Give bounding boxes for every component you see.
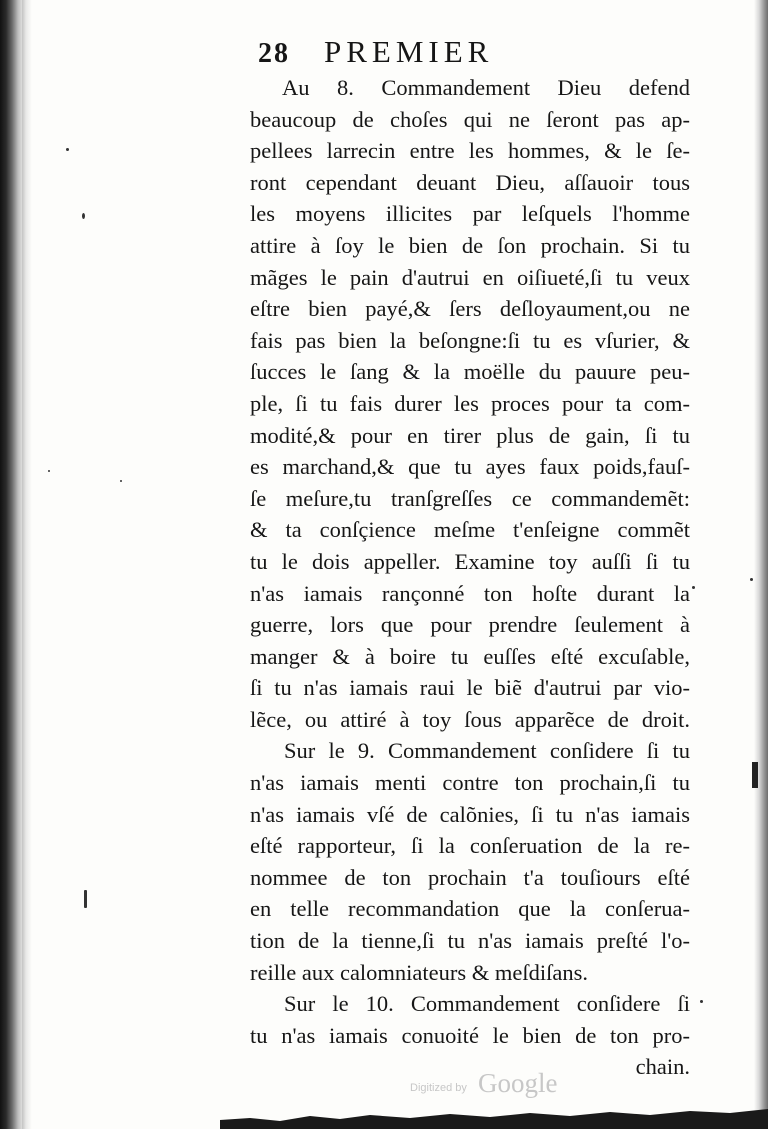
text-line: fais pas bien la beſongne:ſi tu es vſurier, & [250, 327, 690, 353]
margin-speck [700, 1000, 703, 1003]
text-line: ſi tu n'as iamais raui le biẽ d'autrui par vio- [250, 675, 690, 701]
margin-speck [82, 213, 85, 219]
margin-speck [66, 148, 69, 151]
binding-shadow [22, 0, 32, 1129]
running-title: PREMIER [324, 34, 494, 69]
text-line: nommee de ton prochain t'a touſiours eſté [250, 864, 690, 890]
text-line: ront cependant deuant Dieu, aſſauoir tous [250, 169, 690, 195]
text-line: Au 8. Commandement Dieu defend [282, 75, 690, 100]
text-line: Sur le 10. Commandement conſidere ſi [284, 991, 690, 1017]
margin-mark [752, 762, 758, 788]
text-line: lẽce, ou attiré à toy ſous apparẽce de droit. [250, 706, 690, 732]
text-line: modité,& pour en tirer plus de gain, ſi tu [250, 422, 690, 448]
margin-speck [84, 890, 87, 908]
text-line: Sur le 9. Commandement conſidere ſi tu [284, 738, 690, 764]
digitization-watermark [410, 1068, 590, 1102]
text-line: ſucces le ſang & la moëlle du pauure peu- [250, 359, 690, 385]
margin-speck [750, 578, 753, 581]
watermark-prefix: Digitized by [410, 1082, 467, 1094]
text-line: manger & à boire tu euſſes eſté excuſable, [250, 643, 690, 669]
text-line: n'as iamais rançonné ton hoſte durant la [250, 580, 690, 606]
text-line: mãges le pain d'autrui en oiſiueté,ſi tu veux [250, 264, 690, 290]
text-line: en telle recommandation que la conſerua- [250, 896, 690, 922]
text-line: eſté rapporteur, ſi la conſeruation de la re- [250, 833, 690, 859]
watermark-brand: Google [478, 1068, 558, 1098]
text-line: n'as iamais menti contre ton prochain,ſi tu [250, 770, 690, 796]
text-line: pellees larrecin entre les hommes, & le ſe- [250, 138, 690, 164]
body-text [250, 72, 690, 1083]
page-number: 28 [258, 38, 290, 69]
text-line: guerre, lors que pour prendre ſeulement à [250, 612, 690, 638]
text-line: tion de la tienne,ſi tu n'as iamais preſté l'o- [250, 928, 690, 954]
text-line: attire à ſoy le bien de ſon prochain. Si tu [250, 232, 690, 258]
text-line: tu le dois appeller. Examine toy auſſi ſi tu [250, 548, 690, 574]
margin-speck [48, 470, 50, 472]
running-head [258, 34, 578, 74]
text-line: n'as iamais vſé de calõnies, ſi tu n'as iamais [250, 801, 690, 827]
text-line: & ta conſçience meſme t'enſeigne commẽt [250, 517, 690, 543]
text-line: ple, ſi tu fais durer les proces pour ta com- [250, 390, 690, 416]
text-line: tu n'as iamais conuoité le bien de ton pro- [250, 1022, 690, 1048]
torn-bottom-edge [220, 1100, 768, 1129]
text-line: beaucoup de choſes qui ne ſeront pas ap- [250, 106, 690, 132]
text-line: eſtre bien payé,& ſers deſloyaument,ou ne [250, 296, 690, 322]
catchword: chain. [635, 1054, 690, 1080]
text-line: reille aux calomniateurs & meſdiſans. [250, 959, 589, 985]
page-right-edge [754, 0, 768, 1129]
margin-speck [692, 586, 695, 589]
text-line: ſe meſure,tu tranſgreſſes ce commandemẽt: [250, 485, 690, 511]
margin-speck [120, 480, 122, 482]
text-line: es marchand,& que tu ayes faux poids,fauſ- [250, 454, 690, 480]
text-line: les moyens illicites par leſquels l'homme [250, 201, 690, 227]
